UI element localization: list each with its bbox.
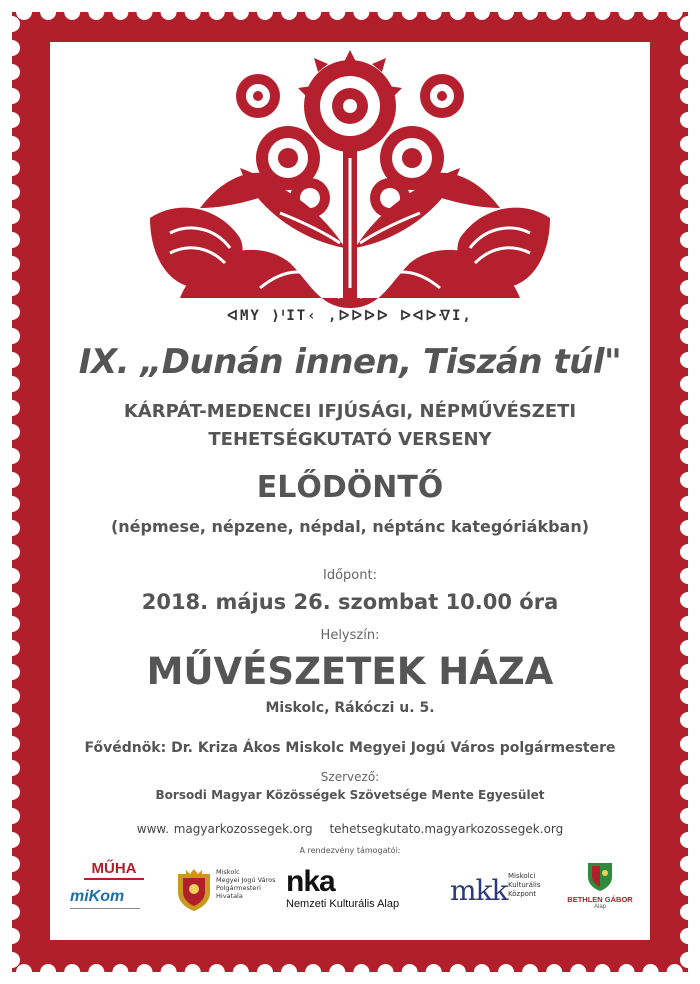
mkk-mark: mkk [450, 874, 508, 907]
website-link-2[interactable]: tehetsegkutato.magyarkozossegek.org [329, 822, 564, 836]
categories: (népmese, népzene, népdal, néptánc kategóriákban) [110, 517, 590, 536]
subtitle-line-2: TEHETSÉGKUTATÓ VERSENY [208, 429, 492, 450]
time-value: 2018. május 26. szombat 10.00 óra [141, 590, 559, 614]
mkk-logo [450, 872, 550, 912]
muha-logo [78, 860, 150, 881]
poster [50, 42, 650, 940]
mkk-text [508, 872, 541, 899]
bethlen-subtext: Alap [593, 904, 606, 910]
miskolc-line-2: Megyei Jogú Város [216, 876, 276, 884]
support-label: A rendezvény támogatói: [299, 846, 401, 855]
organizer-label: Szervező: [320, 770, 380, 784]
subtitle-line-1: KÁRPÁT-MEDENCEI IFJÚSÁGI, NÉPMŰVÉSZETI [123, 401, 577, 422]
patron: Fővédnök: Dr. Kriza Ákos Miskolc Megyei Jogú Város polgármestere [84, 740, 616, 756]
mkk-line-3: Központ [508, 890, 537, 898]
runic-inscription: ᐊMY ⟩ᑊIT‹ ,ᐅᐅᐅᐅ ᐅᐊᐅᐌI, [227, 308, 473, 324]
bethlen-text: BETHLEN GÁBOR [567, 895, 633, 904]
website-link-1[interactable]: www. magyarkozossegek.org [136, 822, 313, 836]
miskolc-line-1: Miskolc [216, 868, 240, 876]
event-title: IX. „Dunán innen, Tiszán túl" [78, 342, 622, 382]
websites [50, 822, 650, 836]
mkk-line-2: Kulturális [508, 881, 541, 889]
time-label: Időpont: [323, 568, 377, 583]
folk-flower-ornament-icon [140, 48, 560, 318]
mikom-logo-text: miKom [70, 888, 125, 905]
venue-name: MŰVÉSZETEK HÁZA [146, 650, 554, 693]
mikom-logo [70, 888, 160, 909]
nka-text: Nemzeti Kulturális Alap [286, 898, 400, 910]
organizer: Borsodi Magyar Közösségek Szövetsége Mente Egyesület [155, 788, 545, 802]
mkk-line-1: Miskolci [508, 872, 536, 880]
bethlen-gabor-logo [560, 860, 640, 916]
miskolc-logo-text [216, 868, 275, 900]
nka-logo [286, 865, 446, 912]
muha-logo-text: MŰHA [91, 860, 137, 877]
miskolc-line-3: Polgármesteri [216, 884, 261, 892]
nka-mark: nka [286, 865, 335, 898]
event-subtitle [50, 398, 650, 454]
miskolc-coat-of-arms-logo [174, 868, 284, 912]
bethlen-shield-icon [585, 860, 615, 892]
miskolc-line-4: Hivatala [216, 892, 243, 900]
coat-of-arms-icon [174, 868, 214, 912]
stage-heading: ELŐDÖNTŐ [256, 470, 444, 505]
venue-label: Helyszín: [320, 628, 380, 643]
venue-address: Miskolc, Rákóczi u. 5. [265, 700, 435, 716]
